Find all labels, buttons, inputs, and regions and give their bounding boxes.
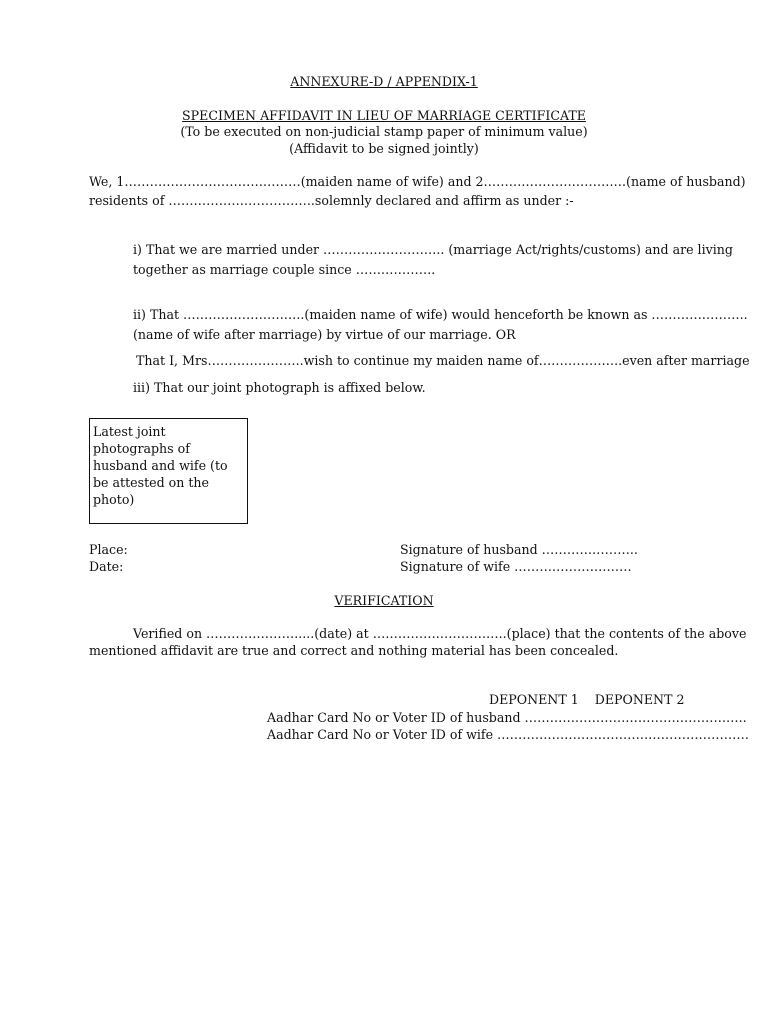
photo-box-text: Latest joint photographs of husband and wife (to be attested on the photo) (93, 424, 228, 507)
date-label: Date: (89, 559, 124, 574)
clause-iii-line: iii) That our joint photograph is affixed below. (133, 380, 426, 395)
husband-signature-line: Signature of husband ………………….. (400, 542, 638, 557)
verification-line-1: Verified on ………………….....(date) at …………………………..(place) that the contents of the above (133, 626, 747, 641)
clause-ii-line-2: (name of wife after marriage) by virtue of our marriage. OR (133, 327, 516, 342)
place-label: Place: (89, 542, 128, 557)
photo-placeholder-box (89, 418, 248, 524)
intro-line-2: residents of ……………………………..solemnly declared and affirm as under :- (89, 193, 574, 208)
wife-signature-line: Signature of wife ………………………. (400, 559, 632, 574)
verification-heading: VERIFICATION (334, 593, 434, 608)
clause-i-line-1: i) That we are married under ……………………….. (marriage Act/rights/customs) and are living (133, 242, 733, 257)
clause-ii-line-1: ii) That ………………………..(maiden name of wife) would henceforth be known as ………………….. (133, 307, 748, 322)
stamp-paper-note: (To be executed on non-judicial stamp paper of minimum value) (180, 124, 588, 139)
joint-signing-note: (Affidavit to be signed jointly) (289, 141, 479, 156)
intro-line-1: We, 1……………………………………(maiden name of wife) and 2………………………….…(name of husband) (89, 174, 746, 189)
clause-i-line-2: together as marriage couple since ………………. (133, 262, 436, 277)
clause-alternative-line: That I, Mrs…………………..wish to continue my maiden name of………………..even after marriage (136, 353, 750, 368)
affidavit-title: SPECIMEN AFFIDAVIT IN LIEU OF MARRIAGE CERTIFICATE (182, 108, 586, 123)
verification-line-2: mentioned affidavit are true and correct and nothing material has been concealed. (89, 643, 619, 658)
deponent-labels: DEPONENT 1 DEPONENT 2 (489, 692, 685, 707)
aadhar-husband-line: Aadhar Card No or Voter ID of husband …………………………………………….. (267, 710, 747, 725)
aadhar-wife-line: Aadhar Card No or Voter ID of wife …………………………………………………… (267, 727, 749, 742)
annexure-heading: ANNEXURE-D / APPENDIX-1 (290, 74, 478, 89)
